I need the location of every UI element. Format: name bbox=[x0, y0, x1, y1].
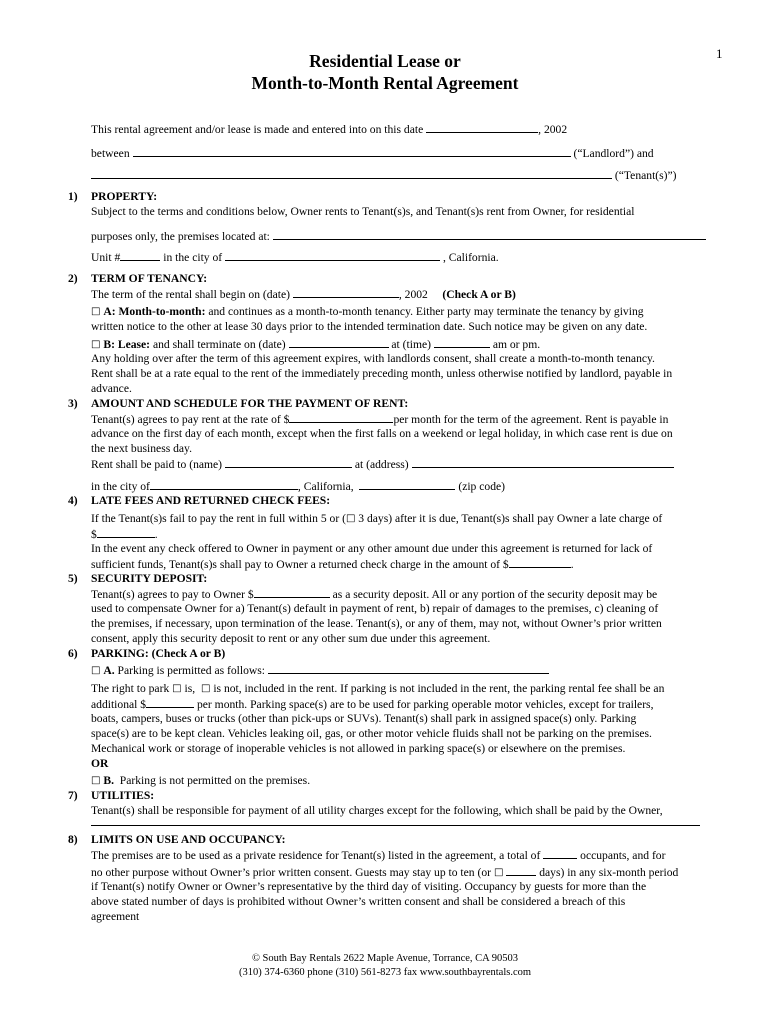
section-2-option-a: □ A: Month-to-month: and continues as a month-to-month tenancy. Either party may terminate the tenancy by giving bbox=[91, 305, 644, 318]
section-8-line-1: The premises are to be used as a private residence for Tenant(s) listed in the agreement, a total of occupants, and for bbox=[91, 849, 666, 862]
section-5-line-4: consent, apply this security deposit to rent or any other sum due under this agreement. bbox=[91, 632, 491, 645]
intro-line-1: This rental agreement and/or lease is made and entered into on this date , 2002 bbox=[91, 123, 568, 136]
section-6-number: 6) bbox=[68, 647, 78, 660]
returned-check-charge-blank[interactable] bbox=[509, 556, 571, 568]
payee-city-blank[interactable] bbox=[150, 478, 298, 490]
parking-permitted-checkbox[interactable]: □ bbox=[91, 665, 101, 676]
section-6-option-b: □ B. Parking is not permitted on the premises. bbox=[91, 774, 311, 787]
late-charge-blank[interactable] bbox=[97, 526, 155, 538]
section-4-line-4: sufficient funds, Tenant(s)s shall pay to Owner a returned check charge in the amount of $ . bbox=[91, 558, 574, 571]
section-3-number: 3) bbox=[68, 397, 78, 410]
parking-not-permitted-checkbox[interactable]: □ bbox=[91, 775, 101, 786]
section-4-number: 4) bbox=[68, 494, 78, 507]
section-3-line-3: the next business day. bbox=[91, 442, 192, 455]
section-4-line-2: $ . bbox=[91, 528, 158, 541]
section-7-number: 7) bbox=[68, 789, 78, 802]
section-2-number: 2) bbox=[68, 272, 78, 285]
section-6-line-4: boats, campers, buses or trucks (other than pick-ups or SUVs). Tenant(s) shall park in assigned space(s) only. Parking bbox=[91, 712, 637, 725]
section-3-line-4: Rent shall be paid to (name) at (address) bbox=[91, 456, 674, 472]
section-6-option-a: □ A. Parking is permitted as follows: bbox=[91, 662, 549, 679]
unit-number-blank[interactable] bbox=[120, 249, 160, 261]
section-5-line-3: the premises, if necessary, upon termination of the lease. Tenant(s), or any of them, may not, without Owner’s prior written bbox=[91, 617, 662, 630]
document-title bbox=[0, 50, 770, 94]
intro-line-3: (“Tenant(s)”) bbox=[91, 167, 677, 183]
section-1-line-2: purposes only, the premises located at: bbox=[91, 228, 706, 244]
holding-over-line-2: Rent shall be at a rate equal to the rent of the immediately preceding month, unless otherwise notified by landlord, payable in bbox=[91, 367, 673, 380]
section-7-heading: UTILITIES: bbox=[91, 789, 155, 802]
section-8-line-5: agreement bbox=[91, 910, 140, 923]
month-to-month-checkbox[interactable]: □ bbox=[91, 306, 101, 317]
section-8-line-2: no other purpose without Owner’s prior written consent. Guests may stay up to ten (or □ days) in any six-month period bbox=[91, 866, 679, 879]
section-5-heading: SECURITY DEPOSIT: bbox=[91, 572, 208, 585]
holding-over-line-3: advance. bbox=[91, 382, 132, 395]
section-4-line-3: In the event any check offered to Owner in payment or any other amount due under this agreement is returned for lack of bbox=[91, 542, 653, 555]
section-8-line-3: if Tenant(s) notify Owner or Owner’s representative by the third day of visiting. Occupancy by guests for more than the bbox=[91, 880, 647, 893]
section-5-line-1: Tenant(s) agrees to pay to Owner $ as a security deposit. All or any portion of the security deposit may be bbox=[91, 588, 658, 601]
title-line-2: Month-to-Month Rental Agreement bbox=[251, 73, 519, 93]
section-6-line-5: space(s) are to be kept clean. Vehicles leaking oil, gas, or other motor vehicle fluids shall not be parking on the premises. bbox=[91, 727, 652, 740]
parking-included-checkbox[interactable]: □ bbox=[172, 683, 182, 694]
three-days-checkbox[interactable]: □ bbox=[345, 513, 356, 524]
property-city-blank[interactable] bbox=[225, 249, 440, 261]
payee-zip-blank[interactable] bbox=[359, 478, 455, 490]
section-8-line-4: above stated number of days is prohibited without Owner’s written consent and shall be considered a breach of this bbox=[91, 895, 626, 908]
section-6-line-2: The right to park □ is, □ is not, included in the rent. If parking is not included in the rent, the parking rental fee shall be an bbox=[91, 682, 665, 695]
section-3-line-1: Tenant(s) agrees to pay rent at the rate of $ per month for the term of the agreement. Rent is payable in bbox=[91, 413, 669, 426]
section-8-number: 8) bbox=[68, 833, 78, 846]
footer-address: © South Bay Rentals 2622 Maple Avenue, Torrance, CA 90503 bbox=[251, 953, 519, 964]
section-1-heading: PROPERTY: bbox=[91, 190, 158, 203]
end-date-blank[interactable] bbox=[289, 336, 389, 348]
section-4-heading: LATE FEES AND RETURNED CHECK FEES: bbox=[91, 494, 331, 507]
landlord-name-blank[interactable] bbox=[133, 145, 571, 157]
section-2-option-a-line-2: written notice to the other at lease 30 days prior to the intended termination date. Such notice may be given on any date. bbox=[91, 320, 648, 333]
section-6-or: OR bbox=[91, 757, 109, 770]
security-deposit-blank[interactable] bbox=[254, 586, 330, 598]
section-6-line-3: additional $ per month. Parking space(s) are to be used for parking operable motor vehicles, except for trailers, bbox=[91, 698, 654, 711]
utilities-exceptions-blank[interactable] bbox=[91, 814, 700, 826]
section-1-number: 1) bbox=[68, 190, 78, 203]
payee-name-blank[interactable] bbox=[225, 456, 352, 468]
rent-amount-blank[interactable] bbox=[289, 411, 393, 423]
guest-days-checkbox[interactable]: □ bbox=[493, 867, 504, 878]
section-4-line-1: If the Tenant(s)s fail to pay the rent in full within 5 or (□ 3 days) after it is due, Tenant(s)s shall pay Owner a late charge of bbox=[91, 512, 663, 525]
section-6-heading: PARKING: (Check A or B) bbox=[91, 647, 226, 660]
payee-address-blank[interactable] bbox=[412, 456, 674, 468]
section-6-line-6: Mechanical work or storage of inoperable vehicles is not allowed in parking space(s) or elsewhere on the premises. bbox=[91, 742, 626, 755]
section-5-line-2: used to compensate Owner for a) Tenant(s) default in payment of rent, b) repair of damages to the premises, c) cleaning of bbox=[91, 602, 659, 615]
section-3-line-2: advance on the first day of each month, except when the first falls on a weekend or legal holiday, in which case rent is due on bbox=[91, 427, 673, 440]
guest-days-blank[interactable] bbox=[506, 864, 536, 876]
section-7-line-1: Tenant(s) shall be responsible for payment of all utility charges except for the following, which shall be paid by the Owner, bbox=[91, 804, 663, 817]
section-3-line-5: in the city of , California, (zip code) bbox=[91, 480, 505, 493]
section-2-line-1: The term of the rental shall begin on (date) , 2002 (Check A or B) bbox=[91, 288, 516, 301]
section-7-line-2 bbox=[91, 814, 700, 830]
parking-terms-blank[interactable] bbox=[268, 662, 549, 674]
parking-fee-blank[interactable] bbox=[146, 696, 194, 708]
premises-address-blank[interactable] bbox=[273, 228, 706, 240]
intro-line-2: between (“Landlord”) and bbox=[91, 147, 654, 160]
parking-not-included-checkbox[interactable]: □ bbox=[200, 683, 211, 694]
start-date-blank[interactable] bbox=[293, 286, 399, 298]
title-line-1: Residential Lease or bbox=[309, 51, 461, 71]
footer-contact: (310) 374-6360 phone (310) 561-8273 fax www.southbayrentals.com bbox=[238, 967, 532, 978]
end-time-blank[interactable] bbox=[434, 336, 490, 348]
lease-checkbox[interactable]: □ bbox=[91, 339, 101, 350]
holding-over-line-1: Any holding over after the term of this agreement expires, with landlords consent, shall create a month-to-month tenancy. bbox=[91, 352, 655, 365]
tenant-name-blank[interactable] bbox=[91, 167, 612, 179]
occupants-count-blank[interactable] bbox=[543, 847, 577, 859]
page-number: 1 bbox=[716, 46, 723, 61]
section-8-heading: LIMITS ON USE AND OCCUPANCY: bbox=[91, 833, 286, 846]
date-blank[interactable] bbox=[426, 121, 538, 133]
section-1-line-1: Subject to the terms and conditions below, Owner rents to Tenant(s)s, and Tenant(s)s rent from Owner, for residential bbox=[91, 205, 635, 218]
section-2-option-b: □ B: Lease: and shall terminate on (date) at (time) am or pm. bbox=[91, 338, 541, 351]
section-3-heading: AMOUNT AND SCHEDULE FOR THE PAYMENT OF RENT: bbox=[91, 397, 409, 410]
section-5-number: 5) bbox=[68, 572, 78, 585]
section-2-heading: TERM OF TENANCY: bbox=[91, 272, 208, 285]
section-1-line-3: Unit # in the city of , California. bbox=[91, 251, 499, 264]
